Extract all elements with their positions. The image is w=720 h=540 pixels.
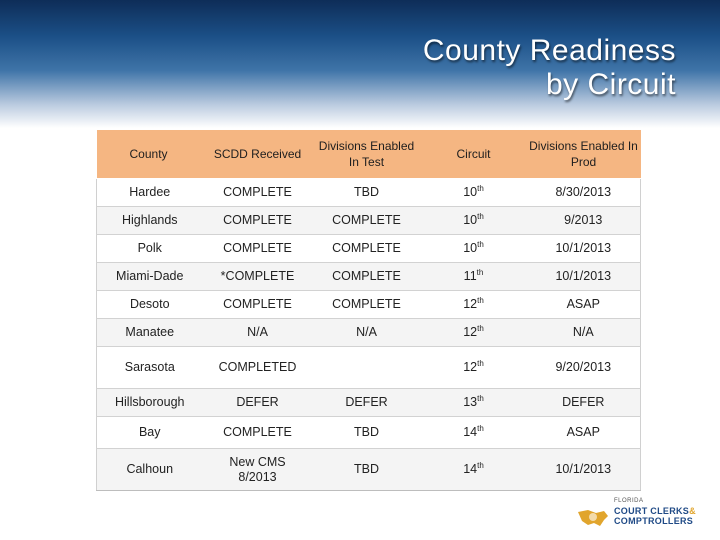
- divisions-prod-cell: 10/1/2013: [527, 235, 641, 263]
- circuit-suffix: th: [477, 183, 484, 193]
- scdd-received-cell: DEFER: [203, 389, 313, 417]
- county-cell: Bay: [97, 417, 203, 449]
- circuit-suffix: th: [477, 295, 484, 305]
- divisions-test-cell: N/A: [313, 319, 421, 347]
- circuit-cell: [421, 291, 527, 319]
- county-cell: Desoto: [97, 291, 203, 319]
- circuit-cell: [421, 389, 527, 417]
- header-county: County: [97, 130, 203, 179]
- circuit-suffix: th: [477, 239, 484, 249]
- scdd-received-cell: COMPLETED: [203, 347, 313, 389]
- divisions-test-cell: COMPLETE: [313, 207, 421, 235]
- circuit-cell: [421, 179, 527, 207]
- divisions-test-cell: DEFER: [313, 389, 421, 417]
- scdd-received-cell: COMPLETE: [203, 291, 313, 319]
- table-row: [97, 417, 641, 449]
- county-cell: Polk: [97, 235, 203, 263]
- divisions-test-cell: COMPLETE: [313, 263, 421, 291]
- county-cell: Manatee: [97, 319, 203, 347]
- divisions-prod-cell: ASAP: [527, 417, 641, 449]
- circuit-suffix: th: [477, 393, 484, 403]
- county-cell: Calhoun: [97, 449, 203, 491]
- table-row: [97, 235, 641, 263]
- divisions-test-cell: COMPLETE: [313, 235, 421, 263]
- circuit-cell: [421, 235, 527, 263]
- logo-small-text: FLORIDA: [614, 498, 644, 504]
- circuit-cell: [421, 207, 527, 235]
- header-scdd-received: SCDD Received: [203, 130, 313, 179]
- circuit-cell: [421, 347, 527, 389]
- table-row: [97, 263, 641, 291]
- circuit-cell: [421, 263, 527, 291]
- county-cell: Highlands: [97, 207, 203, 235]
- divisions-test-cell: TBD: [313, 179, 421, 207]
- circuit-cell: [421, 417, 527, 449]
- divisions-test-cell: TBD: [313, 449, 421, 491]
- header-divisions-test: Divisions Enabled In Test: [313, 130, 421, 179]
- circuit-number: 11: [463, 269, 477, 283]
- readiness-table: [96, 130, 641, 491]
- table-header-row: [97, 130, 641, 179]
- divisions-prod-cell: N/A: [527, 319, 641, 347]
- scdd-received-cell: COMPLETE: [203, 179, 313, 207]
- circuit-number: 10: [463, 241, 478, 255]
- circuit-cell: [421, 319, 527, 347]
- scdd-received-cell: *COMPLETE: [203, 263, 313, 291]
- circuit-cell: [421, 449, 527, 491]
- scdd-received-cell: COMPLETE: [203, 235, 313, 263]
- divisions-prod-cell: DEFER: [527, 389, 641, 417]
- circuit-suffix: th: [476, 267, 484, 277]
- circuit-number: 14: [463, 425, 478, 439]
- divisions-prod-cell: 9/2013: [527, 207, 641, 235]
- header-divisions-prod: Divisions Enabled In Prod: [527, 130, 641, 179]
- table-row: [97, 207, 641, 235]
- slide-title-line2: by Circuit: [545, 68, 676, 101]
- circuit-suffix: th: [477, 211, 484, 221]
- circuit-number: 12: [463, 360, 478, 374]
- scdd-received-cell: New CMS 8/2013: [203, 449, 313, 491]
- circuit-suffix: th: [477, 460, 484, 470]
- county-cell: Hardee: [97, 179, 203, 207]
- divisions-prod-cell: 10/1/2013: [527, 263, 641, 291]
- divisions-test-cell: TBD: [313, 417, 421, 449]
- florida-seal-icon: [574, 504, 614, 528]
- divisions-test-cell: [313, 347, 421, 389]
- table-row: [97, 449, 641, 491]
- slide-title-line1: County Readiness: [422, 34, 676, 67]
- circuit-number: 10: [463, 185, 478, 199]
- table-row: [97, 347, 641, 389]
- divisions-prod-cell: ASAP: [527, 291, 641, 319]
- county-cell: Miami-Dade: [97, 263, 203, 291]
- circuit-suffix: th: [477, 358, 484, 368]
- county-cell: Hillsborough: [97, 389, 203, 417]
- circuit-suffix: th: [477, 423, 484, 433]
- scdd-received-cell: COMPLETE: [203, 417, 313, 449]
- circuit-number: 13: [463, 395, 478, 409]
- table-row: [97, 291, 641, 319]
- circuit-number: 12: [463, 297, 478, 311]
- logo-line2: COMPTROLLERS: [614, 516, 694, 526]
- scdd-received-cell: COMPLETE: [203, 207, 313, 235]
- circuit-number: 10: [463, 213, 478, 227]
- logo-line1: COURT CLERKS&: [614, 506, 696, 516]
- table-row: [97, 179, 641, 207]
- clerks-comptrollers-logo: [574, 498, 696, 532]
- circuit-number: 14: [463, 462, 478, 476]
- table-row: [97, 389, 641, 417]
- table-row: [97, 319, 641, 347]
- divisions-prod-cell: 10/1/2013: [527, 449, 641, 491]
- county-cell: Sarasota: [97, 347, 203, 389]
- circuit-number: 12: [463, 325, 478, 339]
- divisions-test-cell: COMPLETE: [313, 291, 421, 319]
- header-circuit: Circuit: [421, 130, 527, 179]
- slide-title: [256, 34, 676, 102]
- divisions-prod-cell: 9/20/2013: [527, 347, 641, 389]
- divisions-prod-cell: 8/30/2013: [527, 179, 641, 207]
- circuit-suffix: th: [477, 323, 484, 333]
- scdd-received-cell: N/A: [203, 319, 313, 347]
